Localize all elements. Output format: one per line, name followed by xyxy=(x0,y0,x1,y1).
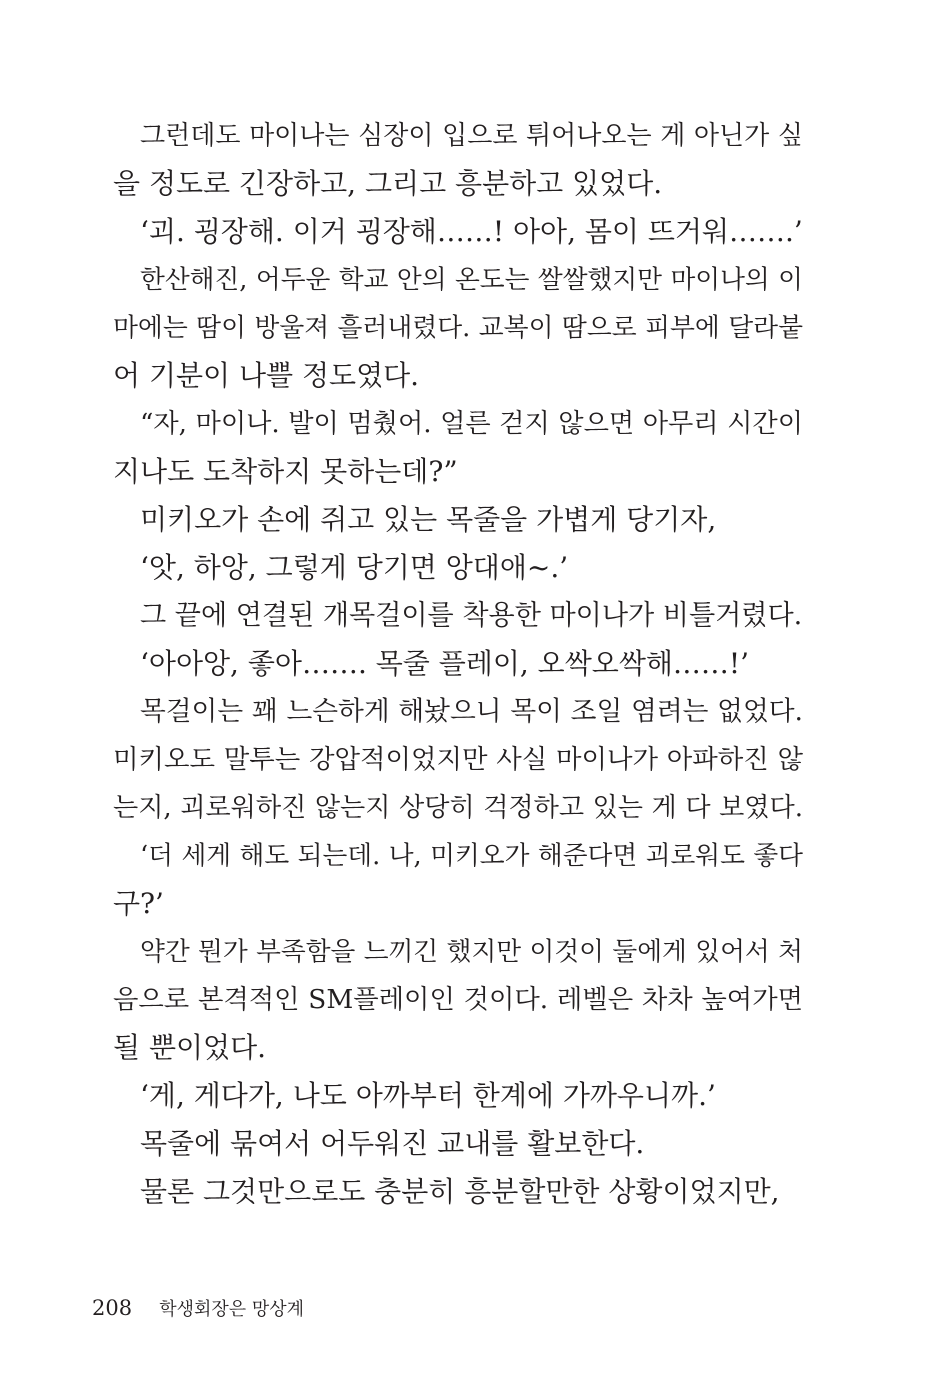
text-line: “자, 마이나. 발이 멈췄어. 얼른 걷지 않으면 아무리 시간이 xyxy=(140,409,803,439)
text-line: 미키오도 말투는 강압적이었지만 사실 마이나가 아파하진 않 xyxy=(113,744,803,775)
text-line: ‘괴. 굉장해. 이거 굉장해……! 아아, 몸이 뜨거워…….’ xyxy=(140,215,803,248)
text-line: 약간 뭔가 부족함을 느끼긴 했지만 이것이 둘에게 있어서 처 xyxy=(140,937,803,967)
text-line: 물론 그것만으로도 충분히 흥분할만한 상황이었지만, xyxy=(140,1175,780,1208)
text-line: 마에는 땀이 방울져 흘러내렸다. 교복이 땀으로 피부에 달라붙 xyxy=(113,313,803,343)
text-line: ‘아아앙, 좋아……. 목줄 플레이, 오싹오싹해……!’ xyxy=(140,647,750,680)
text-line: 목걸이는 꽤 느슨하게 해놨으니 목이 조일 염려는 없었다. xyxy=(140,696,803,727)
page-number: 208 xyxy=(92,1296,133,1320)
text-line: 구?’ xyxy=(113,887,164,920)
text-line: 한산해진, 어두운 학교 안의 온도는 쌀쌀했지만 마이나의 이 xyxy=(140,265,803,295)
running-title: 학생회장은 망상계 xyxy=(159,1299,305,1320)
text-line: 지나도 도착하지 못하는데?” xyxy=(113,455,458,488)
text-line: 미키오가 손에 쥐고 있는 목줄을 가볍게 당기자, xyxy=(140,503,717,536)
text-line: 을 정도로 긴장하고, 그리고 흥분하고 있었다. xyxy=(113,167,663,200)
page-footer xyxy=(92,1292,304,1324)
text-line: ‘더 세게 해도 되는데. 나, 미키오가 해준다면 괴로워도 좋다 xyxy=(140,841,803,871)
text-line: ‘게, 게다가, 나도 아까부터 한계에 가까우니까.’ xyxy=(140,1079,716,1112)
text-line: 음으로 본격적인 SM플레이인 것이다. 레벨은 차차 높여가면 xyxy=(113,985,803,1015)
text-line: 어 기분이 나쁠 정도였다. xyxy=(113,359,420,392)
text-line: 그런데도 마이나는 심장이 입으로 튀어나오는 게 아닌가 싶 xyxy=(140,121,803,151)
text-line: 목줄에 묶여서 어두워진 교내를 활보한다. xyxy=(140,1127,645,1160)
text-line: 될 뿐이었다. xyxy=(113,1031,267,1064)
text-line: 그 끝에 연결된 개목걸이를 착용한 마이나가 비틀거렸다. xyxy=(140,600,803,631)
page-body xyxy=(113,112,803,1216)
text-line: 는지, 괴로워하진 않는지 상당히 걱정하고 있는 게 다 보였다. xyxy=(113,793,803,823)
text-line: ‘앗, 하앙, 그렇게 당기면 앙대애~.’ xyxy=(140,551,569,584)
